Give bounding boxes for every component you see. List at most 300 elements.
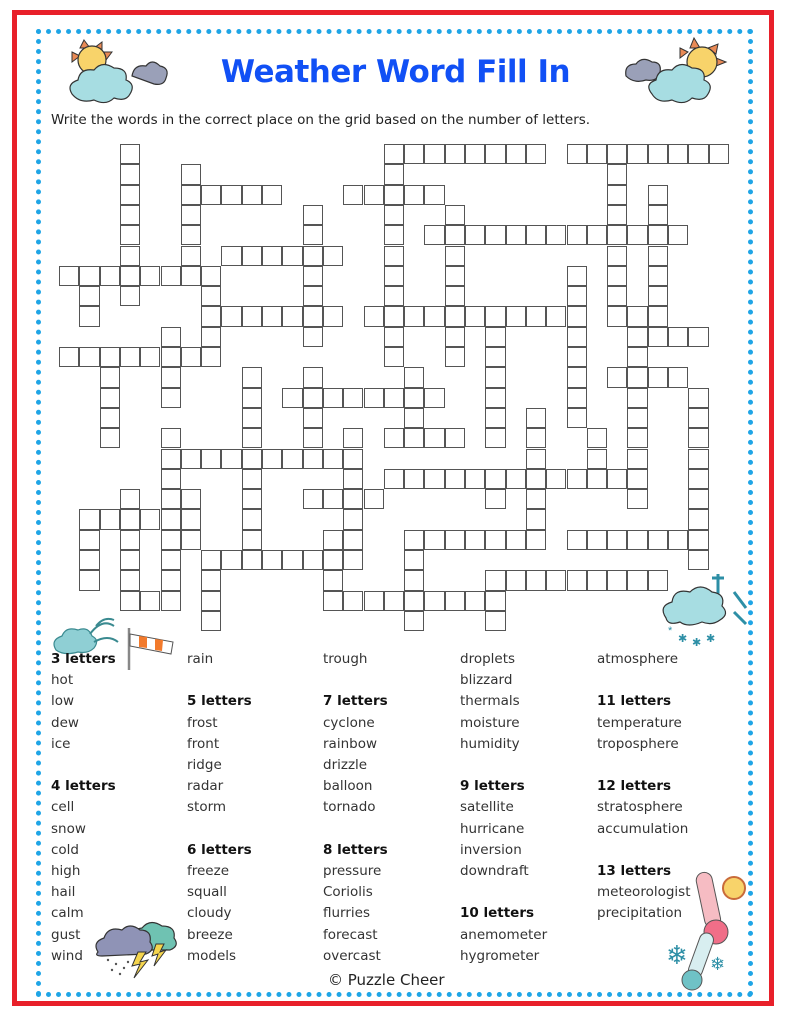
grid-cell[interactable] (282, 306, 302, 326)
grid-cell[interactable] (201, 286, 221, 306)
grid-cell[interactable] (303, 489, 323, 509)
grid-cell[interactable] (120, 570, 140, 590)
grid-cell[interactable] (607, 570, 627, 590)
grid-cell[interactable] (567, 367, 587, 387)
grid-cell[interactable] (181, 347, 201, 367)
grid-cell[interactable] (485, 306, 505, 326)
grid-cell[interactable] (221, 449, 241, 469)
grid-cell[interactable] (140, 509, 160, 529)
grid-cell[interactable] (404, 570, 424, 590)
grid-cell[interactable] (384, 347, 404, 367)
grid-cell[interactable] (648, 185, 668, 205)
grid-cell[interactable] (485, 530, 505, 550)
grid-cell[interactable] (201, 550, 221, 570)
grid-cell[interactable] (567, 266, 587, 286)
grid-cell[interactable] (384, 388, 404, 408)
grid-cell[interactable] (567, 388, 587, 408)
grid-cell[interactable] (506, 570, 526, 590)
grid-cell[interactable] (546, 306, 566, 326)
grid-cell[interactable] (140, 347, 160, 367)
grid-cell[interactable] (343, 550, 363, 570)
grid-cell[interactable] (404, 144, 424, 164)
grid-cell[interactable] (485, 591, 505, 611)
grid-cell[interactable] (384, 469, 404, 489)
grid-cell[interactable] (201, 611, 221, 631)
grid-cell[interactable] (323, 388, 343, 408)
grid-cell[interactable] (343, 530, 363, 550)
grid-cell[interactable] (303, 550, 323, 570)
grid-cell[interactable] (201, 306, 221, 326)
grid-cell[interactable] (424, 144, 444, 164)
grid-cell[interactable] (120, 205, 140, 225)
grid-cell[interactable] (181, 530, 201, 550)
grid-cell[interactable] (506, 469, 526, 489)
grid-cell[interactable] (120, 266, 140, 286)
grid-cell[interactable] (303, 266, 323, 286)
grid-cell[interactable] (384, 164, 404, 184)
grid-cell[interactable] (465, 144, 485, 164)
grid-cell[interactable] (627, 469, 647, 489)
grid-cell[interactable] (323, 306, 343, 326)
grid-cell[interactable] (221, 185, 241, 205)
grid-cell[interactable] (404, 428, 424, 448)
grid-cell[interactable] (282, 246, 302, 266)
grid-cell[interactable] (627, 144, 647, 164)
grid-cell[interactable] (120, 164, 140, 184)
grid-cell[interactable] (404, 550, 424, 570)
grid-cell[interactable] (627, 367, 647, 387)
grid-cell[interactable] (79, 550, 99, 570)
grid-cell[interactable] (303, 306, 323, 326)
grid-cell[interactable] (424, 185, 444, 205)
grid-cell[interactable] (181, 509, 201, 529)
grid-cell[interactable] (445, 205, 465, 225)
grid-cell[interactable] (465, 469, 485, 489)
grid-cell[interactable] (242, 388, 262, 408)
grid-cell[interactable] (627, 388, 647, 408)
grid-cell[interactable] (404, 388, 424, 408)
grid-cell[interactable] (485, 327, 505, 347)
grid-cell[interactable] (364, 591, 384, 611)
grid-cell[interactable] (445, 469, 465, 489)
grid-cell[interactable] (161, 388, 181, 408)
grid-cell[interactable] (120, 550, 140, 570)
grid-cell[interactable] (120, 489, 140, 509)
grid-cell[interactable] (546, 570, 566, 590)
grid-cell[interactable] (648, 306, 668, 326)
grid-cell[interactable] (445, 327, 465, 347)
grid-cell[interactable] (303, 449, 323, 469)
grid-cell[interactable] (364, 388, 384, 408)
grid-cell[interactable] (668, 225, 688, 245)
grid-cell[interactable] (668, 144, 688, 164)
grid-cell[interactable] (404, 306, 424, 326)
grid-cell[interactable] (607, 246, 627, 266)
grid-cell[interactable] (485, 225, 505, 245)
grid-cell[interactable] (688, 408, 708, 428)
grid-cell[interactable] (567, 225, 587, 245)
grid-cell[interactable] (384, 225, 404, 245)
grid-cell[interactable] (384, 205, 404, 225)
grid-cell[interactable] (343, 449, 363, 469)
grid-cell[interactable] (424, 530, 444, 550)
grid-cell[interactable] (607, 205, 627, 225)
grid-cell[interactable] (201, 449, 221, 469)
grid-cell[interactable] (242, 367, 262, 387)
grid-cell[interactable] (282, 388, 302, 408)
grid-cell[interactable] (526, 408, 546, 428)
grid-cell[interactable] (587, 449, 607, 469)
grid-cell[interactable] (100, 428, 120, 448)
grid-cell[interactable] (567, 469, 587, 489)
grid-cell[interactable] (161, 530, 181, 550)
grid-cell[interactable] (140, 266, 160, 286)
grid-cell[interactable] (567, 306, 587, 326)
grid-cell[interactable] (343, 469, 363, 489)
grid-cell[interactable] (79, 347, 99, 367)
grid-cell[interactable] (688, 469, 708, 489)
grid-cell[interactable] (181, 489, 201, 509)
grid-cell[interactable] (485, 144, 505, 164)
grid-cell[interactable] (161, 449, 181, 469)
grid-cell[interactable] (201, 347, 221, 367)
grid-cell[interactable] (242, 469, 262, 489)
grid-cell[interactable] (526, 144, 546, 164)
grid-cell[interactable] (303, 246, 323, 266)
grid-cell[interactable] (79, 570, 99, 590)
grid-cell[interactable] (668, 530, 688, 550)
grid-cell[interactable] (201, 266, 221, 286)
grid-cell[interactable] (242, 428, 262, 448)
grid-cell[interactable] (648, 144, 668, 164)
grid-cell[interactable] (404, 530, 424, 550)
grid-cell[interactable] (262, 185, 282, 205)
grid-cell[interactable] (465, 591, 485, 611)
grid-cell[interactable] (221, 246, 241, 266)
grid-cell[interactable] (506, 144, 526, 164)
grid-cell[interactable] (161, 347, 181, 367)
grid-cell[interactable] (688, 550, 708, 570)
grid-cell[interactable] (526, 509, 546, 529)
grid-cell[interactable] (424, 306, 444, 326)
grid-cell[interactable] (120, 286, 140, 306)
grid-cell[interactable] (161, 591, 181, 611)
grid-cell[interactable] (526, 428, 546, 448)
grid-cell[interactable] (465, 225, 485, 245)
grid-cell[interactable] (364, 489, 384, 509)
grid-cell[interactable] (607, 469, 627, 489)
grid-cell[interactable] (424, 469, 444, 489)
grid-cell[interactable] (567, 570, 587, 590)
grid-cell[interactable] (526, 489, 546, 509)
grid-cell[interactable] (567, 408, 587, 428)
grid-cell[interactable] (323, 530, 343, 550)
grid-cell[interactable] (465, 306, 485, 326)
grid-cell[interactable] (485, 388, 505, 408)
grid-cell[interactable] (79, 286, 99, 306)
grid-cell[interactable] (181, 246, 201, 266)
grid-cell[interactable] (242, 509, 262, 529)
grid-cell[interactable] (485, 570, 505, 590)
grid-cell[interactable] (424, 225, 444, 245)
grid-cell[interactable] (181, 185, 201, 205)
grid-cell[interactable] (688, 489, 708, 509)
grid-cell[interactable] (424, 591, 444, 611)
grid-cell[interactable] (607, 306, 627, 326)
grid-cell[interactable] (181, 266, 201, 286)
grid-cell[interactable] (221, 550, 241, 570)
grid-cell[interactable] (221, 306, 241, 326)
grid-cell[interactable] (506, 225, 526, 245)
grid-cell[interactable] (668, 327, 688, 347)
grid-cell[interactable] (323, 246, 343, 266)
grid-cell[interactable] (627, 489, 647, 509)
grid-cell[interactable] (445, 306, 465, 326)
grid-cell[interactable] (688, 327, 708, 347)
grid-cell[interactable] (303, 327, 323, 347)
grid-cell[interactable] (323, 570, 343, 590)
grid-cell[interactable] (201, 570, 221, 590)
grid-cell[interactable] (181, 225, 201, 245)
grid-cell[interactable] (161, 367, 181, 387)
grid-cell[interactable] (587, 225, 607, 245)
grid-cell[interactable] (161, 550, 181, 570)
grid-cell[interactable] (445, 246, 465, 266)
grid-cell[interactable] (242, 489, 262, 509)
grid-cell[interactable] (100, 367, 120, 387)
grid-cell[interactable] (303, 388, 323, 408)
grid-cell[interactable] (161, 428, 181, 448)
grid-cell[interactable] (140, 591, 160, 611)
grid-cell[interactable] (567, 327, 587, 347)
grid-cell[interactable] (181, 449, 201, 469)
grid-cell[interactable] (688, 530, 708, 550)
grid-cell[interactable] (587, 428, 607, 448)
grid-cell[interactable] (161, 469, 181, 489)
grid-cell[interactable] (262, 550, 282, 570)
grid-cell[interactable] (100, 509, 120, 529)
grid-cell[interactable] (404, 367, 424, 387)
grid-cell[interactable] (303, 286, 323, 306)
grid-cell[interactable] (627, 327, 647, 347)
grid-cell[interactable] (607, 185, 627, 205)
grid-cell[interactable] (59, 347, 79, 367)
grid-cell[interactable] (303, 225, 323, 245)
grid-cell[interactable] (648, 530, 668, 550)
grid-cell[interactable] (100, 388, 120, 408)
grid-cell[interactable] (465, 530, 485, 550)
grid-cell[interactable] (343, 185, 363, 205)
grid-cell[interactable] (242, 185, 262, 205)
grid-cell[interactable] (506, 306, 526, 326)
grid-cell[interactable] (445, 591, 465, 611)
grid-cell[interactable] (485, 367, 505, 387)
grid-cell[interactable] (242, 408, 262, 428)
grid-cell[interactable] (688, 509, 708, 529)
grid-cell[interactable] (242, 550, 262, 570)
grid-cell[interactable] (282, 550, 302, 570)
grid-cell[interactable] (343, 509, 363, 529)
grid-cell[interactable] (587, 469, 607, 489)
grid-cell[interactable] (404, 469, 424, 489)
grid-cell[interactable] (404, 591, 424, 611)
grid-cell[interactable] (161, 509, 181, 529)
grid-cell[interactable] (587, 570, 607, 590)
grid-cell[interactable] (587, 144, 607, 164)
grid-cell[interactable] (526, 449, 546, 469)
grid-cell[interactable] (100, 347, 120, 367)
grid-cell[interactable] (201, 185, 221, 205)
grid-cell[interactable] (485, 428, 505, 448)
grid-cell[interactable] (343, 428, 363, 448)
grid-cell[interactable] (303, 367, 323, 387)
grid-cell[interactable] (445, 347, 465, 367)
grid-cell[interactable] (120, 144, 140, 164)
grid-cell[interactable] (384, 306, 404, 326)
grid-cell[interactable] (709, 144, 729, 164)
grid-cell[interactable] (262, 246, 282, 266)
grid-cell[interactable] (404, 408, 424, 428)
grid-cell[interactable] (384, 428, 404, 448)
grid-cell[interactable] (648, 205, 668, 225)
grid-cell[interactable] (627, 449, 647, 469)
grid-cell[interactable] (100, 266, 120, 286)
grid-cell[interactable] (161, 570, 181, 590)
grid-cell[interactable] (161, 489, 181, 509)
grid-cell[interactable] (485, 469, 505, 489)
grid-cell[interactable] (161, 266, 181, 286)
grid-cell[interactable] (161, 327, 181, 347)
grid-cell[interactable] (648, 367, 668, 387)
grid-cell[interactable] (627, 347, 647, 367)
grid-cell[interactable] (323, 591, 343, 611)
grid-cell[interactable] (627, 225, 647, 245)
grid-cell[interactable] (648, 286, 668, 306)
grid-cell[interactable] (445, 428, 465, 448)
grid-cell[interactable] (627, 408, 647, 428)
grid-cell[interactable] (627, 428, 647, 448)
grid-cell[interactable] (262, 306, 282, 326)
grid-cell[interactable] (627, 530, 647, 550)
grid-cell[interactable] (262, 449, 282, 469)
grid-cell[interactable] (526, 530, 546, 550)
grid-cell[interactable] (384, 327, 404, 347)
grid-cell[interactable] (364, 185, 384, 205)
grid-cell[interactable] (648, 225, 668, 245)
grid-cell[interactable] (445, 530, 465, 550)
grid-cell[interactable] (526, 225, 546, 245)
grid-cell[interactable] (445, 266, 465, 286)
grid-cell[interactable] (384, 266, 404, 286)
grid-cell[interactable] (323, 550, 343, 570)
grid-cell[interactable] (648, 246, 668, 266)
grid-cell[interactable] (648, 327, 668, 347)
grid-cell[interactable] (343, 489, 363, 509)
grid-cell[interactable] (323, 449, 343, 469)
grid-cell[interactable] (79, 509, 99, 529)
grid-cell[interactable] (485, 347, 505, 367)
grid-cell[interactable] (607, 286, 627, 306)
grid-cell[interactable] (567, 144, 587, 164)
grid-cell[interactable] (282, 449, 302, 469)
grid-cell[interactable] (79, 306, 99, 326)
grid-cell[interactable] (567, 347, 587, 367)
grid-cell[interactable] (607, 266, 627, 286)
grid-cell[interactable] (181, 164, 201, 184)
grid-cell[interactable] (688, 428, 708, 448)
grid-cell[interactable] (404, 185, 424, 205)
grid-cell[interactable] (343, 388, 363, 408)
grid-cell[interactable] (79, 530, 99, 550)
grid-cell[interactable] (201, 327, 221, 347)
grid-cell[interactable] (384, 246, 404, 266)
grid-cell[interactable] (587, 530, 607, 550)
grid-cell[interactable] (627, 306, 647, 326)
grid-cell[interactable] (242, 530, 262, 550)
grid-cell[interactable] (485, 408, 505, 428)
grid-cell[interactable] (546, 225, 566, 245)
grid-cell[interactable] (79, 266, 99, 286)
grid-cell[interactable] (485, 489, 505, 509)
grid-cell[interactable] (120, 246, 140, 266)
grid-cell[interactable] (607, 367, 627, 387)
grid-cell[interactable] (546, 469, 566, 489)
grid-cell[interactable] (242, 449, 262, 469)
grid-cell[interactable] (384, 591, 404, 611)
grid-cell[interactable] (506, 530, 526, 550)
grid-cell[interactable] (627, 570, 647, 590)
grid-cell[interactable] (485, 611, 505, 631)
grid-cell[interactable] (526, 469, 546, 489)
grid-cell[interactable] (567, 530, 587, 550)
grid-cell[interactable] (607, 164, 627, 184)
grid-cell[interactable] (323, 489, 343, 509)
grid-cell[interactable] (526, 306, 546, 326)
grid-cell[interactable] (445, 144, 465, 164)
grid-cell[interactable] (242, 246, 262, 266)
grid-cell[interactable] (100, 408, 120, 428)
grid-cell[interactable] (688, 449, 708, 469)
grid-cell[interactable] (303, 408, 323, 428)
grid-cell[interactable] (526, 570, 546, 590)
grid-cell[interactable] (688, 388, 708, 408)
grid-cell[interactable] (384, 185, 404, 205)
grid-cell[interactable] (668, 367, 688, 387)
grid-cell[interactable] (424, 428, 444, 448)
grid-cell[interactable] (607, 144, 627, 164)
grid-cell[interactable] (181, 205, 201, 225)
grid-cell[interactable] (404, 611, 424, 631)
grid-cell[interactable] (120, 530, 140, 550)
grid-cell[interactable] (445, 286, 465, 306)
grid-cell[interactable] (59, 266, 79, 286)
grid-cell[interactable] (303, 428, 323, 448)
grid-cell[interactable] (120, 509, 140, 529)
grid-cell[interactable] (364, 306, 384, 326)
grid-cell[interactable] (120, 347, 140, 367)
grid-cell[interactable] (445, 225, 465, 245)
grid-cell[interactable] (303, 205, 323, 225)
grid-cell[interactable] (242, 306, 262, 326)
grid-cell[interactable] (688, 144, 708, 164)
grid-cell[interactable] (120, 185, 140, 205)
grid-cell[interactable] (343, 591, 363, 611)
grid-cell[interactable] (648, 266, 668, 286)
grid-cell[interactable] (120, 225, 140, 245)
grid-cell[interactable] (201, 591, 221, 611)
grid-cell[interactable] (384, 286, 404, 306)
grid-cell[interactable] (120, 591, 140, 611)
